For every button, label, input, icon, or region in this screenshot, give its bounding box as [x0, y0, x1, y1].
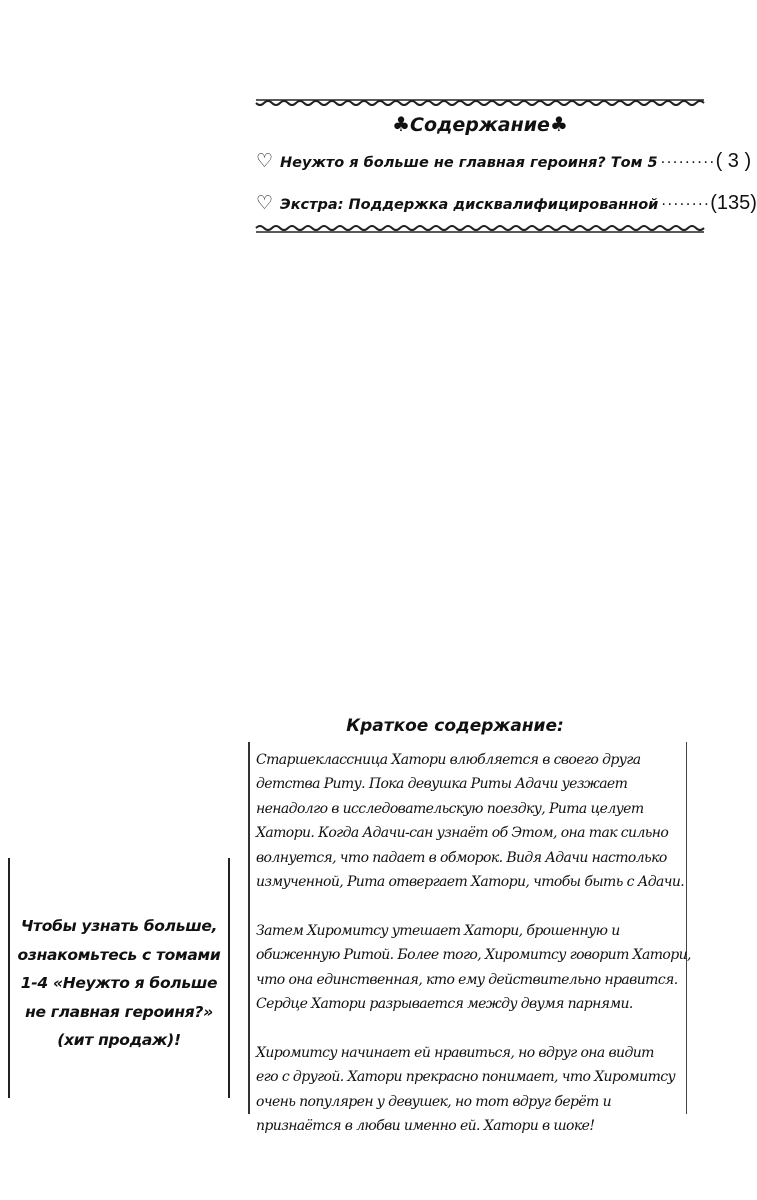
summary-line: очень популярен у девушек, но тот вдруг берёт и — [256, 1093, 611, 1110]
summary-line: волнуется, что падает в обморок. Видя Адачи настолько — [256, 849, 667, 866]
toc-title — [256, 112, 704, 136]
toc-page-number: ( 3 ) — [715, 150, 752, 172]
heart-icon: ♡ — [256, 150, 274, 172]
summary-line: измученной, Рита отвергает Хатори, чтобы быть с Адачи. — [256, 874, 685, 891]
summary-line: Затем Хиромитсу утешает Хатори, брошенную и — [256, 922, 620, 939]
toc-entry-title: Неужто я больше не главная героиня? Том 5 — [280, 155, 658, 171]
summary-line: ненадолго в исследовательскую поездку, Рита целует — [256, 800, 644, 817]
promo-text — [8, 912, 230, 1055]
summary-paragraph — [256, 919, 691, 1017]
summary-text — [256, 748, 691, 1163]
top-decorative-border — [256, 98, 704, 108]
toc-leader-dots: ········ — [661, 197, 711, 213]
heart-icon: ♡ — [256, 192, 274, 214]
summary-line: детства Риту. Пока девушка Риты Адачи уезжает — [256, 776, 628, 793]
club-icon: ♣ — [392, 112, 411, 136]
summary-line: Хатори. Когда Адачи-сан узнаёт об Этом, она так сильно — [256, 825, 669, 842]
summary-line: Сердце Хатори разрывается между двумя парнями. — [256, 996, 633, 1013]
table-of-contents — [256, 96, 757, 236]
promo-line: Чтобы узнать больше, — [20, 917, 218, 935]
summary-line: признаётся в любви именно ей. Хатори в шоке! — [256, 1118, 595, 1135]
summary-paragraph — [256, 748, 688, 894]
toc-entry — [256, 192, 757, 215]
summary-line: Хиромитсу начинает ей нравиться, но вдруг она видит — [256, 1044, 654, 1061]
toc-leader-dots: ········· — [660, 155, 716, 171]
toc-title-text: Содержание — [410, 114, 550, 136]
promo-line: (хит продаж)! — [57, 1031, 181, 1049]
summary-title: Краткое содержание: — [346, 716, 564, 736]
toc-entry-title: Экстра: Поддержка дисквалифицированной — [280, 197, 659, 213]
summary-line: что она единственная, кто ему действительно нравится. — [256, 971, 678, 988]
bottom-decorative-border — [256, 224, 704, 234]
promo-line: не главная героиня?» — [25, 1002, 213, 1021]
summary-line: обиженную Ритой. Более того, Хиромитсу говорит Хатори, — [256, 947, 691, 964]
toc-entry — [256, 150, 752, 173]
promo-line: ознакомьтесь с томами — [17, 945, 221, 964]
summary-line: Старшеклассница Хатори влюбляется в своего друга — [256, 752, 641, 768]
club-icon: ♣ — [549, 112, 568, 136]
summary-paragraph — [256, 1041, 688, 1139]
promo-line: 1-4 «Неужто я больше — [20, 974, 218, 992]
toc-page-number: (135) — [710, 192, 757, 214]
summary-line: его с другой. Хатори прекрасно понимает, что Хиромитсу — [256, 1069, 676, 1086]
